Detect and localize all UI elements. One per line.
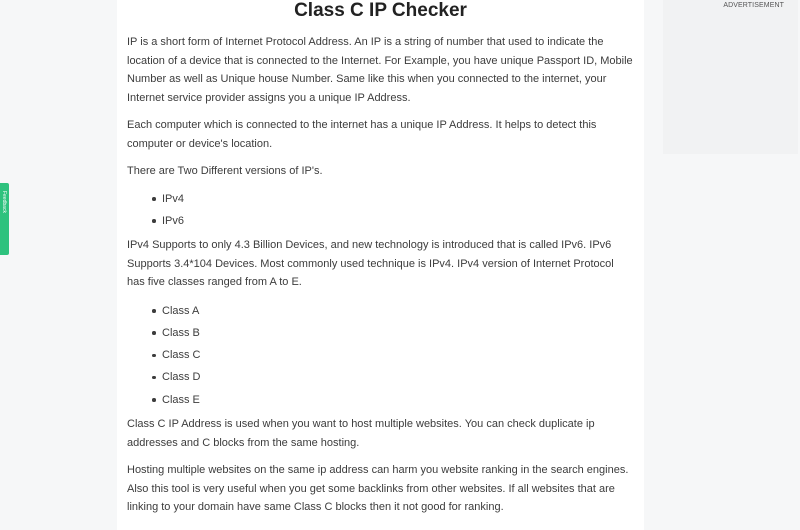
feedback-tab[interactable]	[0, 183, 9, 255]
advertisement-panel[interactable]	[663, 0, 798, 154]
list-item: IPv6	[152, 214, 634, 228]
advertisement-label: ADVERTISEMENT	[723, 2, 784, 9]
article-card	[117, 0, 644, 530]
list-item: Class C	[152, 348, 634, 362]
paragraph-unique-ip: Each computer which is connected to the internet has a unique IP Address. It helps to detect this computer or device's location.	[127, 119, 597, 150]
page-title: Class C IP Checker	[294, 0, 467, 21]
paragraph-class-c: Class C IP Address is used when you want to host multiple websites. You can check duplicate ip addresses and C blocks from the same hosting.	[127, 418, 595, 449]
list-item: Class D	[152, 370, 634, 384]
ip-classes-list	[127, 304, 634, 407]
paragraph-versions: There are Two Different versions of IP's.	[127, 165, 323, 177]
paragraph-ipv4-ipv6: IPv4 Supports to only 4.3 Billion Devices, and new technology is introduced that is called IPv6. IPv6 Supports 3.4*104 Devices. Most commonly used technique is IPv4. IPv4 version of Internet Protocol has five classes ranged from A to E.	[127, 239, 614, 289]
intro-paragraph: IP is a short form of Internet Protocol Address. An IP is a string of number that used to indicate the location of a device that is connected to the Internet. For Example, you have unique Passport ID, Mobile Number as well as Unique house Number. Same like this when you connected to the internet, your Internet service provider assigns you a unique IP Address.	[127, 36, 633, 104]
list-item: Class E	[152, 393, 634, 407]
list-item: Class A	[152, 304, 634, 318]
paragraph-hosting: Hosting multiple websites on the same ip address can harm you website ranking in the search engines. Also this tool is very useful when you get some backlinks from other websites. If all websites that are linking to your domain have same Class C blocks then it not good for ranking.	[127, 464, 629, 514]
list-item: Class B	[152, 326, 634, 340]
list-item: IPv4	[152, 192, 634, 206]
ip-versions-list	[127, 192, 634, 228]
feedback-tab-label: Feedback	[1, 191, 7, 213]
